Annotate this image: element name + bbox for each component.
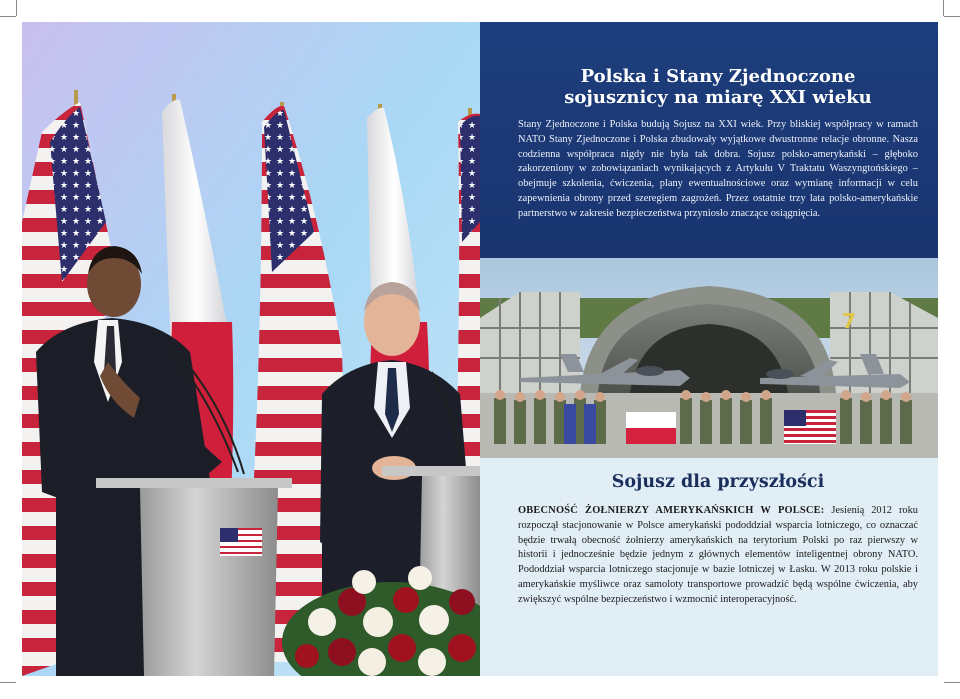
future-alliance-title: Sojusz dla przyszłości <box>611 472 825 492</box>
section-title-line2: sojusznicy na miarę XXI wieku <box>564 87 872 108</box>
future-alliance-paragraph <box>518 504 918 608</box>
crop-mark-tr-h <box>944 16 960 17</box>
section-title <box>518 66 918 108</box>
crop-mark-tl-v <box>16 0 17 16</box>
us-troops-lead-label: OBECNOŚĆ ŻOŁNIERZY AMERYKAŃSKICH W POLSCE: <box>518 505 825 516</box>
crop-mark-tl-h <box>0 16 16 17</box>
soldiers-group <box>494 390 912 444</box>
polish-flag-held <box>626 412 676 444</box>
press-conference-photo <box>22 22 480 676</box>
future-alliance-panel <box>480 458 938 676</box>
crop-mark-bl-h <box>0 682 16 683</box>
crop-mark-br-h <box>944 682 960 683</box>
crop-mark-tr-v <box>943 0 944 16</box>
intro-paragraph: Stany Zjednoczone i Polska budują Sojusz na XXI wiek. Przy bliskiej współpracy w ramach NATO Stany Zjednoczone i Polska zbudowały wyjątkowe dwustronne relacje obronne. Nasza codzienna współpraca nigdy nie była tak dobra. Sojusz polsko-amerykański – głęboko zakorzeniony w zobowiązaniach wynikających z Artykułu V Traktatu Waszyngtońskiego – obejmuje szkolenia, ćwiczenia, plany ewentualnościowe oraz wymianę informacji w celu zapewnienia obrony przed szeregiem zagrożeń. Przez ostatnie trzy lata polsko-amerykańskie partnerstwo w zakresie bezpieczeństwa przyniosło znaczące osiągnięcia. <box>518 119 918 219</box>
us-troops-body: Jesienią 2012 roku rozpoczął stacjonowanie w Polsce amerykański pododdział wsparcia lotniczego, co oznaczać będzie trwałą obecność żołnierzy amerykańskich na terytorium Polski po raz pierwszy w historii i jednocześnie będzie jednym z głównych elementów inteligentnej obrony NATO. Pododdział wsparcia lotniczego stacjonuje w bazie lotniczej w Łasku. W 2013 roku polskie i amerykańskie myśliwce oraz samoloty transportowe prowadzić będą wspólne ćwiczenia, aby zwiększyć wspólne bezpieczeństwo i wzmocnić interoperacyjność. <box>518 505 918 605</box>
alliance-intro-panel <box>480 22 938 258</box>
us-flag-held <box>784 410 836 444</box>
svg-text:7: 7 <box>842 309 856 333</box>
airbase-photo <box>480 258 938 458</box>
section-title-line1: Polska i Stany Zjednoczone <box>580 66 856 87</box>
